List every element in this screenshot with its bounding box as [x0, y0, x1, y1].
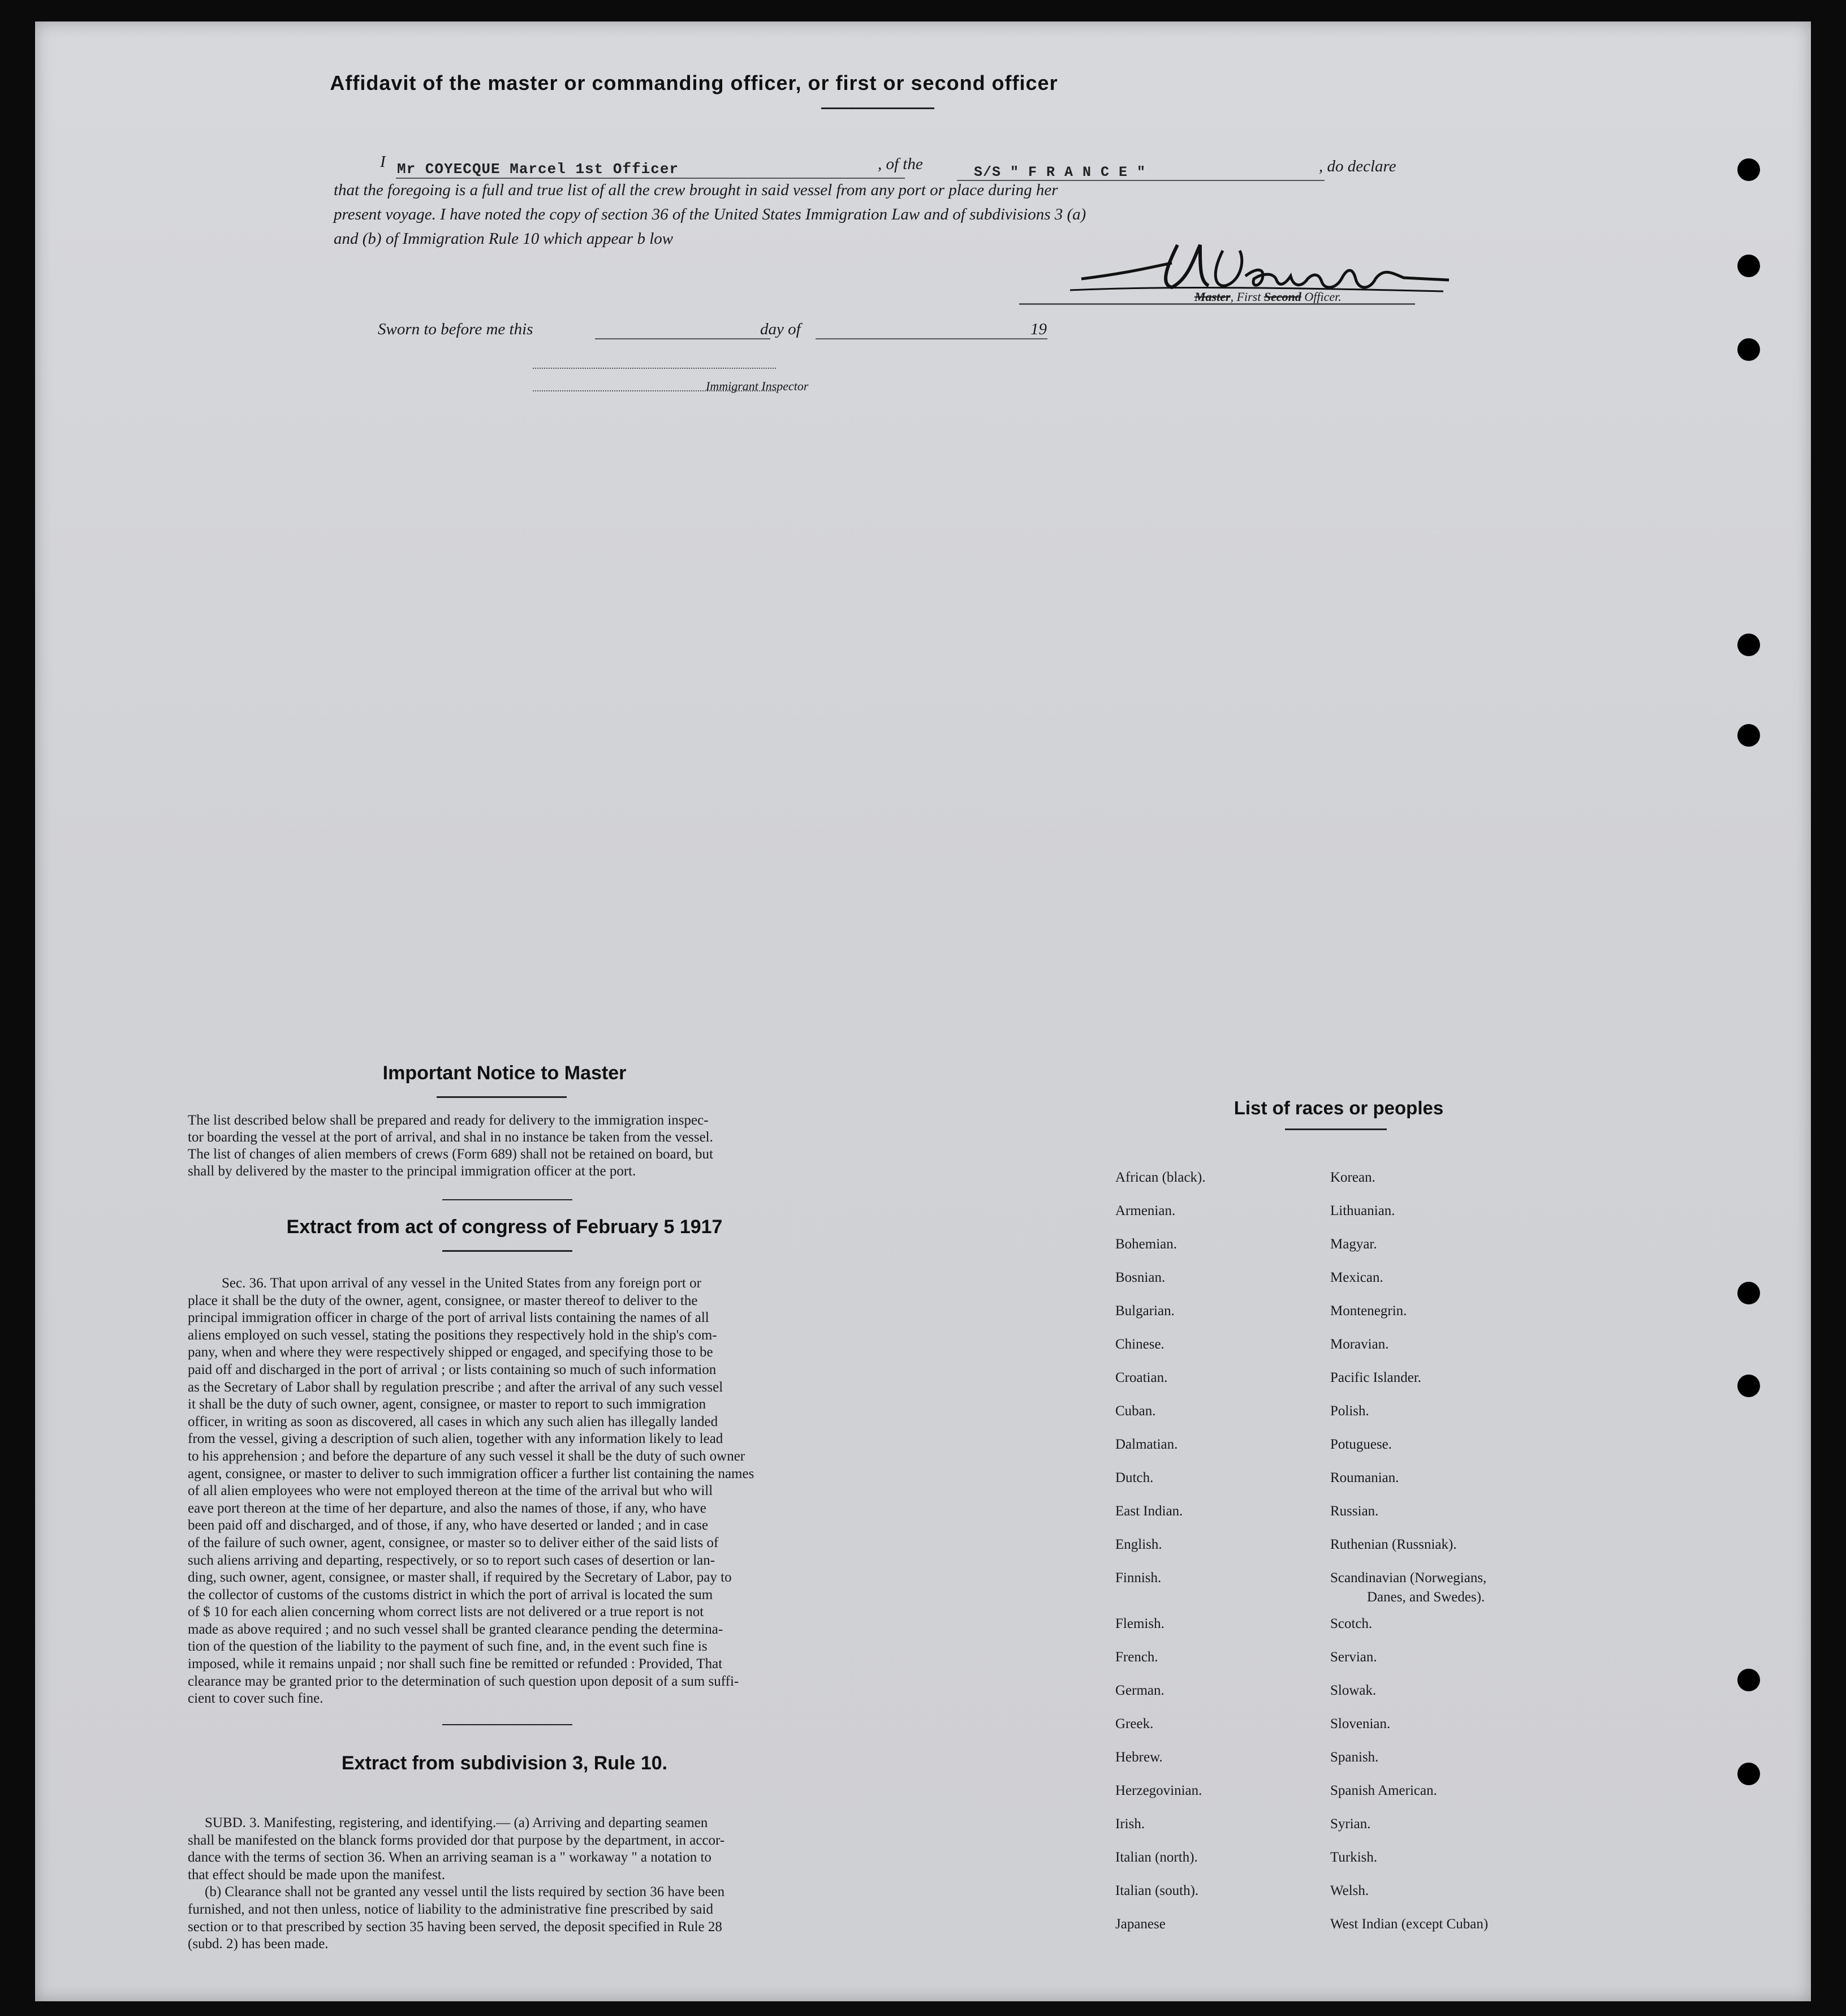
notice-line: The list described below shall be prepared and ready for delivery to the immigration inspec- [188, 1113, 709, 1128]
rule-10-text [188, 1815, 844, 1953]
sworn-day-blank [595, 338, 770, 339]
race-item: Irish. [1115, 1816, 1145, 1832]
binder-hole [1737, 724, 1760, 747]
race-item: Dalmatian. [1115, 1437, 1178, 1452]
race-item: Polish. [1330, 1403, 1369, 1419]
sec36-line: the collector of customs of the customs district in which the port of arrival is located the sum [188, 1587, 713, 1603]
race-item: Welsh. [1330, 1883, 1369, 1898]
race-item: Mexican. [1330, 1270, 1383, 1285]
sec36-line: principal immigration officer in charge of the port of arrival lists containing the names of all [188, 1310, 709, 1326]
binder-hole [1737, 255, 1760, 277]
binder-hole [1737, 1763, 1760, 1785]
race-item: Armenian. [1115, 1203, 1176, 1218]
race-item: Scotch. [1330, 1616, 1373, 1631]
notice-body [188, 1112, 844, 1180]
race-item: West Indian (except Cuban) [1330, 1916, 1489, 1932]
race-item: Finnish. [1115, 1570, 1162, 1586]
rule-line: dance with the terms of section 36. When an arriving seaman is a " workaway " a notation to [188, 1850, 711, 1866]
rule-line: (b) Clearance shall not be granted any vessel until the lists required by section 36 have been [205, 1884, 725, 1900]
race-item: Montenegrin. [1330, 1303, 1407, 1319]
inspector-label: Immigrant Inspector [706, 379, 809, 393]
sec36-line: Sec. 36. That upon arrival of any vessel in the United States from any foreign port or [222, 1276, 701, 1291]
race-item: Flemish. [1115, 1616, 1164, 1631]
race-item: Magyar. [1330, 1237, 1377, 1252]
binder-hole [1737, 634, 1760, 656]
race-item: Roumanian. [1330, 1470, 1399, 1485]
sec36-line: as the Secretary of Labor shall by regulation prescribe ; and after the arrival of any such vessel [188, 1379, 723, 1395]
document-sheet [35, 21, 1811, 2001]
race-item: Cuban. [1115, 1403, 1156, 1419]
race-item: Bohemian. [1115, 1237, 1178, 1252]
extract-act-underline [442, 1250, 572, 1252]
struck-master: Master [1194, 290, 1231, 304]
officer-rank-caption [1194, 290, 1342, 304]
sec36-line: ding, such owner, agent, consignee, or master shall, if required by the Secretary of Labor, pay to [188, 1570, 732, 1586]
race-item: Slowak. [1330, 1683, 1377, 1698]
rule-line: furnished, and not then unless, notice of liability to the administrative fine prescribed by said [188, 1901, 713, 1917]
race-item: Hebrew. [1115, 1750, 1163, 1765]
section-36-text [188, 1275, 844, 1708]
race-scandinavian-continued: Danes, and Swedes). [1367, 1589, 1485, 1605]
race-item: Pacific Islander. [1330, 1370, 1422, 1385]
races-title: List of races or peoples [1233, 1097, 1444, 1118]
notice-underline [437, 1096, 567, 1098]
affidavit-line-4: and (b) of Immigration Rule 10 which appear b low [334, 230, 674, 248]
signature-line [1019, 303, 1415, 305]
binder-hole [1737, 158, 1760, 181]
name-blank [396, 178, 905, 179]
race-item: Spanish American. [1330, 1783, 1437, 1798]
race-item: Chinese. [1115, 1337, 1164, 1352]
sec36-line: imposed, while it remains unpaid ; nor shall such fine be remitted or refunded : Provided, That [188, 1656, 723, 1672]
sec36-line: it shall be the duty of such owner, agent, consignee, or master to report to such immigration [188, 1397, 706, 1412]
race-item: Russian. [1330, 1504, 1379, 1519]
race-item: Herzegovinian. [1115, 1783, 1202, 1798]
race-item: Potuguese. [1330, 1437, 1392, 1452]
sec36-line: of $ 10 for each alien concerning whom correct lists are not delivered or a true report is not [188, 1604, 704, 1620]
sec36-line: tion of the question of the liability to the payment of such fine, and, in the event such fine is [188, 1639, 708, 1655]
sec36-line: made as above required ; and no such vessel shall be granted clearance pending the determina- [188, 1621, 723, 1637]
race-item: Japanese [1115, 1916, 1166, 1932]
sec36-line: from the vessel, giving a description of such alien, together with any information likely to lead [188, 1431, 723, 1447]
title-underline [821, 107, 934, 109]
sec36-line: paid off and discharged in the port of arrival ; or lists containing so much of such information [188, 1362, 717, 1377]
rank-first: , First [1230, 290, 1261, 304]
race-item: German. [1115, 1683, 1164, 1698]
i-prefix: I [380, 153, 386, 171]
race-item: English. [1115, 1537, 1162, 1552]
sworn-year: 19 [1030, 320, 1047, 338]
notice-line: shall by delivered by the master to the principal immigration officer at the port. [188, 1164, 636, 1179]
sec36-line: of all alien employees who were not employed thereon at the time of the arrival but who will [188, 1483, 713, 1499]
extract-act-title: Extract from act of congress of February 5 1917 [286, 1216, 723, 1238]
sec36-line: agent, consignee, or master to deliver to such immigration officer a further list containing the names [188, 1466, 754, 1481]
race-item: Greek. [1115, 1716, 1154, 1731]
binder-hole [1737, 1375, 1760, 1397]
race-item: Syrian. [1330, 1816, 1371, 1832]
sec36-line: clearance may be granted prior to the determination of such question upon deposit of a sum suffi- [188, 1673, 739, 1689]
affidavit-line-1 [380, 153, 386, 171]
inspector-signature-line [533, 368, 776, 369]
sec36-line: eave port thereon at the time of her departure, and also the names of those, if any, who have [188, 1500, 706, 1516]
race-item: Lithuanian. [1330, 1203, 1395, 1218]
binder-hole [1737, 1282, 1760, 1304]
race-item: Turkish. [1330, 1850, 1378, 1865]
race-item: Moravian. [1330, 1337, 1389, 1352]
notice-line: tor boarding the vessel at the port of arrival, and shal in no instance be taken from the vessel. [188, 1130, 713, 1145]
race-item: Ruthenian (Russniak). [1330, 1537, 1457, 1552]
do-declare-text: , do declare [1319, 157, 1396, 175]
rule-line: (subd. 2) has been made. [188, 1936, 329, 1952]
race-item: Italian (south). [1115, 1883, 1199, 1898]
affidavit-title: Affidavit of the master or commanding officer, or first or second officer [330, 71, 1058, 94]
sec36-line: officer, in writing as soon as discovered, all cases in which any such alien has illegally landed [188, 1414, 718, 1429]
sworn-day-label: day of [760, 320, 801, 338]
sec36-line: pany, when and where they were respectively shipped or engaged, and specifying those to be [188, 1345, 713, 1360]
race-item: Korean. [1330, 1170, 1375, 1185]
sec36-line: aliens employed on such vessel, stating the positions they respectively hold in the ship's com- [188, 1327, 717, 1343]
race-item: Servian. [1330, 1649, 1377, 1665]
binder-hole [1737, 338, 1760, 361]
sec36-line: such aliens arriving and departing, respectively, or so to report such cases of desertion or lan- [188, 1552, 715, 1568]
sworn-prefix: Sworn to before me this [378, 320, 533, 338]
typed-vessel-name: S/S " F R A N C E " [974, 164, 1146, 180]
rule-line: SUBD. 3. Manifesting, registering, and identifying.— (a) Arriving and departing seamen [205, 1815, 708, 1830]
struck-second: Second [1263, 290, 1301, 304]
race-item: East Indian. [1115, 1504, 1183, 1519]
race-item: Slovenian. [1330, 1716, 1391, 1731]
sworn-month-blank [816, 338, 1047, 339]
of-the-text: , of the [878, 155, 923, 173]
races-underline [1285, 1128, 1387, 1130]
race-item: Dutch. [1115, 1470, 1154, 1485]
rule-line: section or to that prescribed by section 35 having been served, the deposit specified in Rule 28 [188, 1919, 722, 1935]
notice-line: The list of changes of alien members of crews (Form 689) shall not be retained on board, but [188, 1147, 713, 1162]
binder-hole [1737, 1669, 1760, 1691]
race-item: African (black). [1115, 1170, 1206, 1185]
race-item: Bosnian. [1115, 1270, 1166, 1285]
race-item: Croatian. [1115, 1370, 1168, 1385]
race-item: Bulgarian. [1115, 1303, 1175, 1319]
section-separator [442, 1724, 572, 1725]
race-item: Italian (north). [1115, 1850, 1198, 1865]
affidavit-line-3: present voyage. I have noted the copy of section 36 of the United States Immigration Law and of subdivisions 3 (a) [334, 205, 1086, 223]
sec36-line: cient to cover such fine. [188, 1691, 324, 1707]
rule-line: that effect should be made upon the manifest. [188, 1867, 445, 1883]
race-item: French. [1115, 1649, 1158, 1665]
extract-rule-title: Extract from subdivision 3, Rule 10. [341, 1752, 668, 1774]
sec36-line: to his apprehension ; and before the departure of any such vessel it shall be the duty of such owner [188, 1448, 745, 1464]
sec36-line: place it shall be the duty of the owner, agent, consignee, or master thereof to deliver to the [188, 1293, 698, 1308]
rank-officer: Officer. [1304, 290, 1342, 304]
notice-separator [442, 1199, 572, 1200]
race-item: Spanish. [1330, 1750, 1379, 1765]
sec36-line: been paid off and discharged, and of those, if any, who have deserted or landed ; and in case [188, 1518, 709, 1533]
typed-officer-name: Mr COYECQUE Marcel 1st Officer [397, 161, 679, 178]
sec36-line: of the failure of such owner, agent, consignee, or master so to deliver either of the said lists of [188, 1535, 719, 1550]
rule-line: shall be manifested on the blanck forms provided dor that purpose by the department, in accor- [188, 1832, 725, 1848]
race-item: Scandinavian (Norwegians, [1330, 1570, 1487, 1586]
notice-title: Important Notice to Master [382, 1062, 627, 1084]
affidavit-line-2: that the foregoing is a full and true list of all the crew brought in said vessel from any port or place during her [334, 181, 1058, 199]
